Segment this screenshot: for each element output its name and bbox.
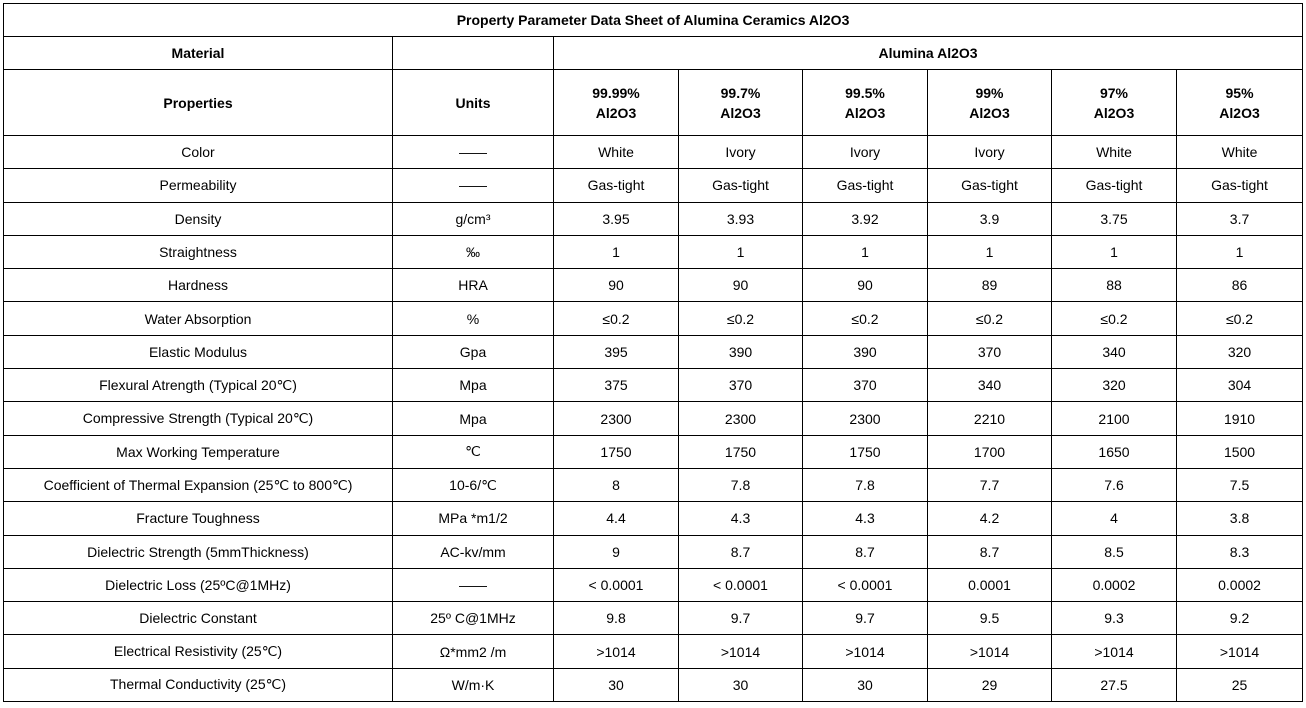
property-name: Coefficient of Thermal Expansion (25℃ to 800℃) (4, 468, 393, 501)
value-cell: ≤0.2 (679, 302, 803, 335)
grade-formula: Al2O3 (1093, 104, 1135, 121)
value-cell: 1 (554, 235, 679, 268)
value-cell: 340 (928, 369, 1052, 402)
unit-cell: % (393, 302, 554, 335)
value-cell: 9 (554, 535, 679, 568)
value-cell: 2300 (554, 402, 679, 435)
value-cell: 3.9 (928, 202, 1052, 235)
value-cell: 8 (554, 468, 679, 501)
value-cell: 90 (679, 269, 803, 302)
unit-cell: MPa *m1/2 (393, 502, 554, 535)
value-cell: Gas-tight (803, 169, 928, 202)
unit-cell: ℃ (393, 435, 554, 468)
value-cell: >1014 (1052, 635, 1177, 668)
value-cell: 1 (928, 235, 1052, 268)
table-row (4, 235, 1303, 268)
material-value: Alumina Al2O3 (554, 37, 1303, 70)
value-cell: 375 (554, 369, 679, 402)
table-row (4, 402, 1303, 435)
value-cell: >1014 (803, 635, 928, 668)
grade-purity: 95% (1225, 84, 1254, 101)
grade-header (679, 70, 803, 136)
grade-formula: Al2O3 (595, 104, 637, 121)
table-body (4, 4, 1303, 702)
value-cell: 370 (928, 335, 1052, 368)
unit-cell: Gpa (393, 335, 554, 368)
value-cell: 4 (1052, 502, 1177, 535)
value-cell: 395 (554, 335, 679, 368)
grade-header (1177, 70, 1303, 136)
value-cell: 7.6 (1052, 468, 1177, 501)
value-cell: ≤0.2 (803, 302, 928, 335)
unit-cell: Ω*mm2 /m (393, 635, 554, 668)
value-cell: 90 (803, 269, 928, 302)
grade-purity: 99.5% (845, 84, 885, 101)
value-cell: 2100 (1052, 402, 1177, 435)
value-cell: 320 (1052, 369, 1177, 402)
value-cell: >1014 (1177, 635, 1303, 668)
unit-cell: —— (393, 568, 554, 601)
value-cell: 7.8 (803, 468, 928, 501)
table-row (4, 169, 1303, 202)
value-cell: 390 (679, 335, 803, 368)
value-cell: 8.7 (928, 535, 1052, 568)
value-cell: 30 (554, 668, 679, 701)
value-cell: ≤0.2 (1052, 302, 1177, 335)
value-cell: 3.92 (803, 202, 928, 235)
unit-cell: W/m·K (393, 668, 554, 701)
grade-header (803, 70, 928, 136)
properties-label: Properties (4, 70, 393, 136)
property-name: Dielectric Constant (4, 602, 393, 635)
value-cell: 1 (679, 235, 803, 268)
value-cell: Gas-tight (554, 169, 679, 202)
property-name: Dielectric Loss (25ºC@1MHz) (4, 568, 393, 601)
value-cell: 8.3 (1177, 535, 1303, 568)
table-title: Property Parameter Data Sheet of Alumina Ceramics Al2O3 (4, 4, 1303, 37)
value-cell: 4.3 (679, 502, 803, 535)
value-cell: 1 (1052, 235, 1177, 268)
property-name: Dielectric Strength (5mmThickness) (4, 535, 393, 568)
material-label: Material (4, 37, 393, 70)
value-cell: ≤0.2 (1177, 302, 1303, 335)
grade-purity: 99% (975, 84, 1004, 101)
value-cell: >1014 (928, 635, 1052, 668)
value-cell: 2300 (803, 402, 928, 435)
value-cell: 9.7 (679, 602, 803, 635)
value-cell: 1750 (554, 435, 679, 468)
value-cell: 7.7 (928, 468, 1052, 501)
value-cell: 86 (1177, 269, 1303, 302)
value-cell: 27.5 (1052, 668, 1177, 701)
table-row (4, 435, 1303, 468)
table-row (4, 369, 1303, 402)
value-cell: 390 (803, 335, 928, 368)
value-cell: < 0.0001 (554, 568, 679, 601)
value-cell: 2210 (928, 402, 1052, 435)
value-cell: ≤0.2 (928, 302, 1052, 335)
value-cell: Gas-tight (679, 169, 803, 202)
property-name: Hardness (4, 269, 393, 302)
table-row (4, 335, 1303, 368)
value-cell: 320 (1177, 335, 1303, 368)
value-cell: White (1052, 136, 1177, 169)
value-cell: 25 (1177, 668, 1303, 701)
value-cell: 8.5 (1052, 535, 1177, 568)
value-cell: 4.2 (928, 502, 1052, 535)
property-name: Thermal Conductivity (25℃) (4, 668, 393, 701)
value-cell: 90 (554, 269, 679, 302)
value-cell: 7.8 (679, 468, 803, 501)
grade-formula: Al2O3 (844, 104, 886, 121)
value-cell: 1 (803, 235, 928, 268)
value-cell: ≤0.2 (554, 302, 679, 335)
value-cell: 1 (1177, 235, 1303, 268)
units-label: Units (393, 70, 554, 136)
property-name: Max Working Temperature (4, 435, 393, 468)
value-cell: 30 (803, 668, 928, 701)
value-cell: 1500 (1177, 435, 1303, 468)
table-row (4, 202, 1303, 235)
value-cell: 3.7 (1177, 202, 1303, 235)
unit-cell: AC-kv/mm (393, 535, 554, 568)
unit-cell: 10-6/℃ (393, 468, 554, 501)
unit-cell: 25º C@1MHz (393, 602, 554, 635)
value-cell: 3.95 (554, 202, 679, 235)
value-cell: Gas-tight (1052, 169, 1177, 202)
value-cell: 29 (928, 668, 1052, 701)
value-cell: 0.0002 (1177, 568, 1303, 601)
value-cell: 1750 (679, 435, 803, 468)
value-cell: < 0.0001 (679, 568, 803, 601)
material-units-blank (393, 37, 554, 70)
value-cell: Ivory (928, 136, 1052, 169)
data-sheet (3, 3, 1302, 705)
value-cell: 0.0002 (1052, 568, 1177, 601)
value-cell: 304 (1177, 369, 1303, 402)
table-row (4, 302, 1303, 335)
table-row (4, 635, 1303, 668)
value-cell: 1910 (1177, 402, 1303, 435)
property-name: Flexural Atrength (Typical 20℃) (4, 369, 393, 402)
grade-header (1052, 70, 1177, 136)
value-cell: 370 (679, 369, 803, 402)
value-cell: 4.4 (554, 502, 679, 535)
table-row (4, 668, 1303, 701)
value-cell: < 0.0001 (803, 568, 928, 601)
value-cell: 2300 (679, 402, 803, 435)
value-cell: 8.7 (679, 535, 803, 568)
value-cell: 3.93 (679, 202, 803, 235)
value-cell: 8.7 (803, 535, 928, 568)
value-cell: 1700 (928, 435, 1052, 468)
grade-formula: Al2O3 (1219, 104, 1260, 121)
value-cell: 3.8 (1177, 502, 1303, 535)
table-row (4, 468, 1303, 501)
table-row (4, 602, 1303, 635)
value-cell: 7.5 (1177, 468, 1303, 501)
grade-purity: 99.99% (592, 84, 640, 101)
value-cell: 89 (928, 269, 1052, 302)
property-table (3, 3, 1303, 702)
property-name: Permeability (4, 169, 393, 202)
value-cell: White (554, 136, 679, 169)
value-cell: 9.3 (1052, 602, 1177, 635)
property-name: Elastic Modulus (4, 335, 393, 368)
property-name: Density (4, 202, 393, 235)
value-cell: >1014 (679, 635, 803, 668)
unit-cell: g/cm³ (393, 202, 554, 235)
value-cell: 1750 (803, 435, 928, 468)
grade-purity: 99.7% (720, 84, 761, 101)
table-row (4, 136, 1303, 169)
table-row (4, 269, 1303, 302)
grade-header (928, 70, 1052, 136)
value-cell: 88 (1052, 269, 1177, 302)
value-cell: Gas-tight (1177, 169, 1303, 202)
value-cell: 370 (803, 369, 928, 402)
value-cell: Ivory (803, 136, 928, 169)
table-row (4, 535, 1303, 568)
value-cell: 9.8 (554, 602, 679, 635)
property-name: Electrical Resistivity (25℃) (4, 635, 393, 668)
value-cell: 9.7 (803, 602, 928, 635)
value-cell: White (1177, 136, 1303, 169)
title-row (4, 4, 1303, 37)
table-row (4, 568, 1303, 601)
unit-cell: Mpa (393, 402, 554, 435)
property-name: Color (4, 136, 393, 169)
unit-cell: —— (393, 169, 554, 202)
property-name: Fracture Toughness (4, 502, 393, 535)
unit-cell: HRA (393, 269, 554, 302)
value-cell: Gas-tight (928, 169, 1052, 202)
property-name: Water Absorption (4, 302, 393, 335)
grade-header (554, 70, 679, 136)
table-row (4, 502, 1303, 535)
value-cell: 9.5 (928, 602, 1052, 635)
value-cell: 4.3 (803, 502, 928, 535)
grade-purity: 97% (1099, 84, 1129, 101)
value-cell: 340 (1052, 335, 1177, 368)
value-cell: >1014 (554, 635, 679, 668)
value-cell: 3.75 (1052, 202, 1177, 235)
value-cell: 1650 (1052, 435, 1177, 468)
property-name: Compressive Strength (Typical 20℃) (4, 402, 393, 435)
unit-cell: ‰ (393, 235, 554, 268)
unit-cell: —— (393, 136, 554, 169)
value-cell: 9.2 (1177, 602, 1303, 635)
value-cell: 0.0001 (928, 568, 1052, 601)
grade-formula: Al2O3 (969, 104, 1010, 121)
property-name: Straightness (4, 235, 393, 268)
material-row (4, 37, 1303, 70)
properties-header-row (4, 70, 1303, 136)
value-cell: Ivory (679, 136, 803, 169)
value-cell: 30 (679, 668, 803, 701)
grade-formula: Al2O3 (720, 104, 761, 121)
unit-cell: Mpa (393, 369, 554, 402)
